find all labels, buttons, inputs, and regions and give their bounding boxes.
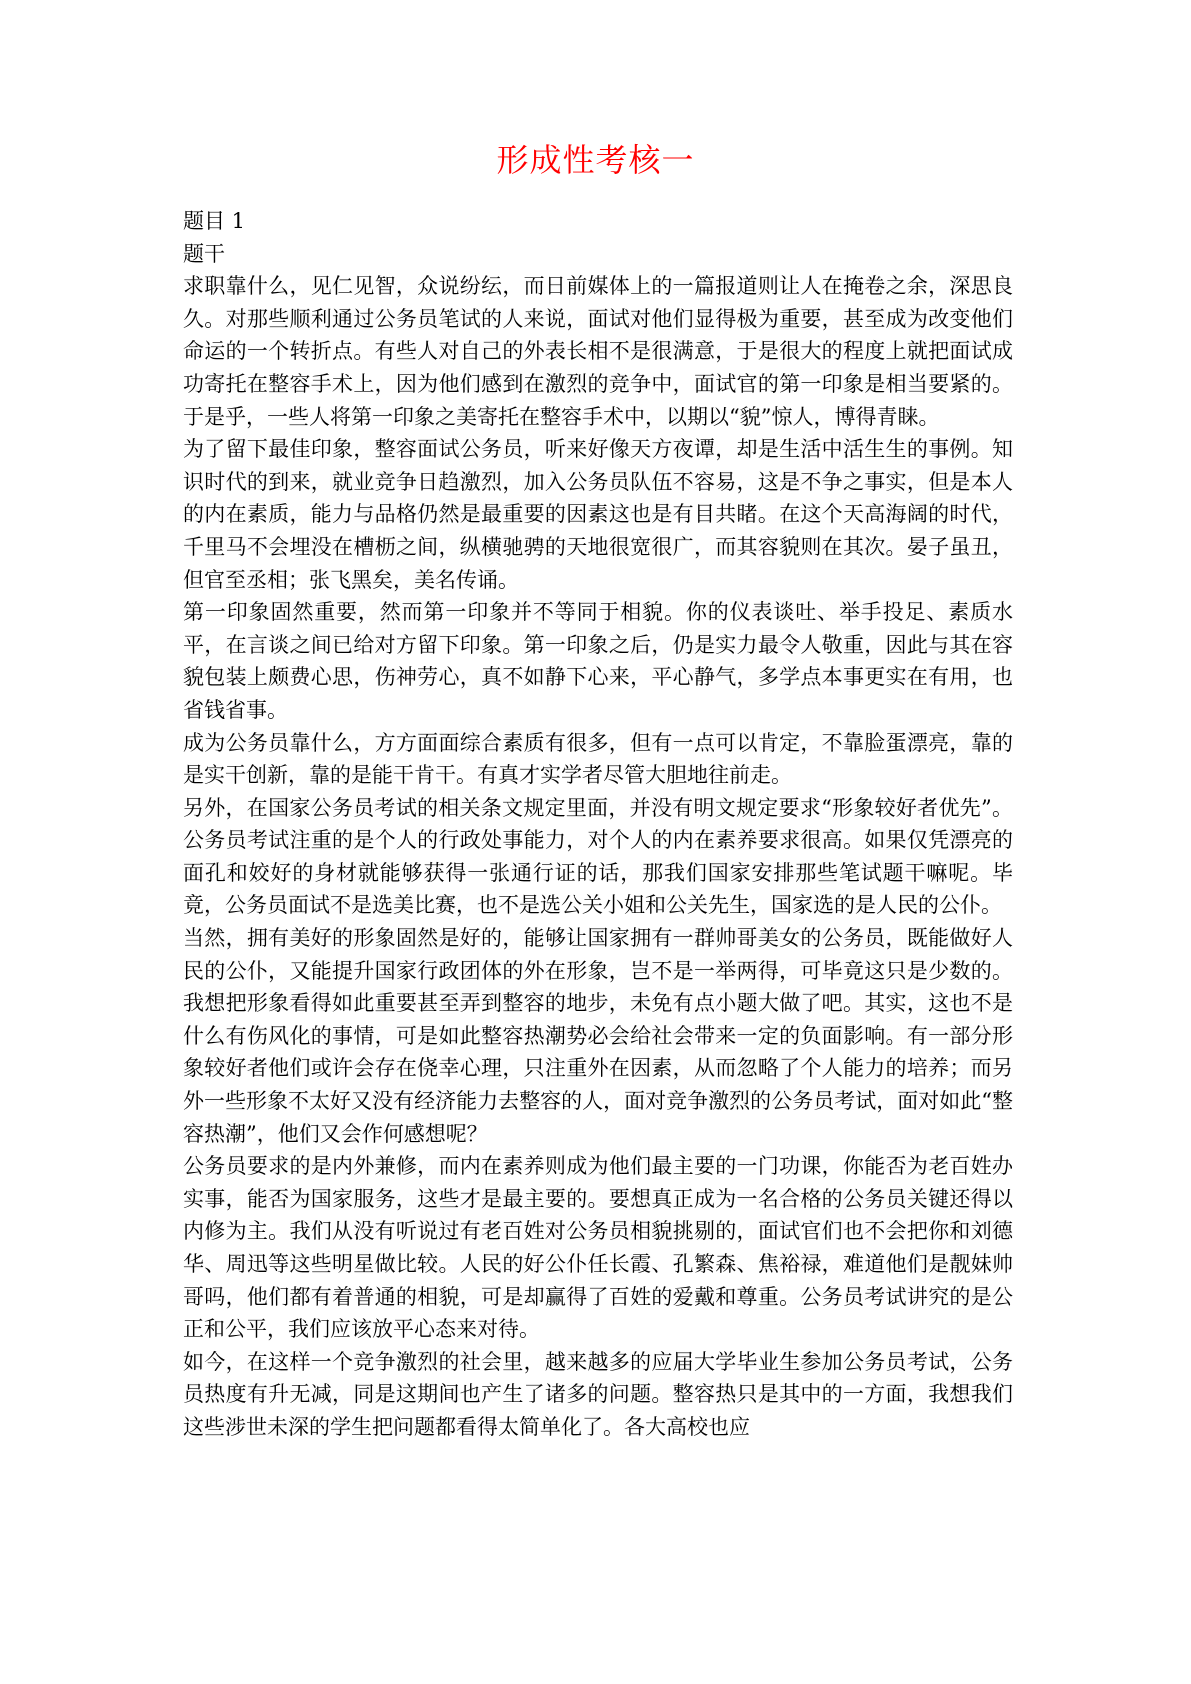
body-paragraph: 当然，拥有美好的形象固然是好的，能够让国家拥有一群帅哥美女的公务员，既能做好人民的公仆，又能提升国家行政团体的外在形象，岂不是一举两得，可毕竟这只是少数的。我想把形象看得如此重要甚至弄到整容的地步，未免有点小题大做了吧。其实，这也不是什么有伤风化的事情，可是如此整容热潮势必会给社会带来一定的负面影响。有一部分形象较好者他们或许会存在侥幸心理，只注重外在因素，从而忽略了个人能力的培养；而另外一些形象不太好又没有经济能力去整容的人，面对竞争激烈的公务员考试，面对如此“整容热潮”，他们又会作何感想呢？ — [183, 926, 1013, 1146]
body-paragraph: 成为公务员靠什么，方方面面综合素质有很多，但有一点可以肯定，不靠脸蛋漂亮，靠的是实干创新，靠的是能干肯干。有真才实学者尽管大胆地往前走。 — [183, 730, 1013, 788]
body-paragraph: 为了留下最佳印象，整容面试公务员，听来好像天方夜谭，却是生活中活生生的事例。知识时代的到来，就业竞争日趋激烈，加入公务员队伍不容易，这是不争之事实，但是本人的内在素质，能力与品格仍然是最重要的因素这也是有目共睹。在这个天高海阔的时代，千里马不会埋没在槽枥之间，纵横驰骋的天地很宽很广，而其容貌则在其次。晏子虽丑，但官至丞相；张飞黑矣，美名传诵。 — [183, 437, 1013, 592]
stem-label: 题干 — [183, 241, 225, 266]
body-paragraph: 求职靠什么，见仁见智，众说纷纭，而日前媒体上的一篇报道则让人在掩卷之余，深思良久。对那些顺利通过公务员笔试的人来说，面试对他们显得极为重要，甚至成为改变他们命运的一个转折点。有些人对自己的外表长相不是很满意，于是很大的程度上就把面试成功寄托在整容手术上，因为他们感到在激烈的竞争中，面试官的第一印象是相当要紧的。于是乎，一些人将第一印象之美寄托在整容手术中，以期以“貌”惊人，博得青睐。 — [183, 274, 1013, 429]
body-paragraph: 第一印象固然重要，然而第一印象并不等同于相貌。你的仪表谈吐、举手投足、素质水平，在言谈之间已给对方留下印象。第一印象之后，仍是实力最令人敬重，因此与其在容貌包装上颇费心思，伤神劳心，真不如静下心来，平心静气，多学点本事更实在有用，也省钱省事。 — [183, 600, 1013, 722]
body-paragraph: 另外，在国家公务员考试的相关条文规定里面，并没有明文规定要求“形象较好者优先”。公务员考试注重的是个人的行政处事能力，对个人的内在素养要求很高。如果仅凭漂亮的面孔和姣好的身材就能够获得一张通行证的话，那我们国家安排那些笔试题干嘛呢。毕竟，公务员面试不是选美比赛，也不是选公关小姐和公关先生，国家选的是人民的公仆。 — [183, 795, 1013, 918]
document-body — [183, 205, 1013, 1444]
body-paragraph: 公务员要求的是内外兼修，而内在素养则成为他们最主要的一门功课，你能否为老百姓办实事，能否为国家服务，这些才是最主要的。要想真正成为一名合格的公务员关键还得以内修为主。我们从没有听说过有老百姓对公务员相貌挑剔的，面试官们也不会把你和刘德华、周迅等这些明星做比较。人民的好公仆任长霞、孔繁森、焦裕禄，难道他们是靓妹帅哥吗，他们都有着普通的相貌，可是却赢得了百姓的爱戴和尊重。公务员考试讲究的是公正和公平，我们应该放平心态来对待。 — [183, 1154, 1013, 1342]
body-paragraph: 如今，在这样一个竞争激烈的社会里，越来越多的应届大学毕业生参加公务员考试，公务员热度有升无减，同是这期间也产生了诸多的问题。整容热只是其中的一方面，我想我们这些涉世未深的学生把问题都看得太简单化了。各大高校也应 — [183, 1349, 1013, 1439]
document-title: 形成性考核一 — [496, 141, 695, 179]
question-label: 题目 1 — [183, 209, 246, 233]
